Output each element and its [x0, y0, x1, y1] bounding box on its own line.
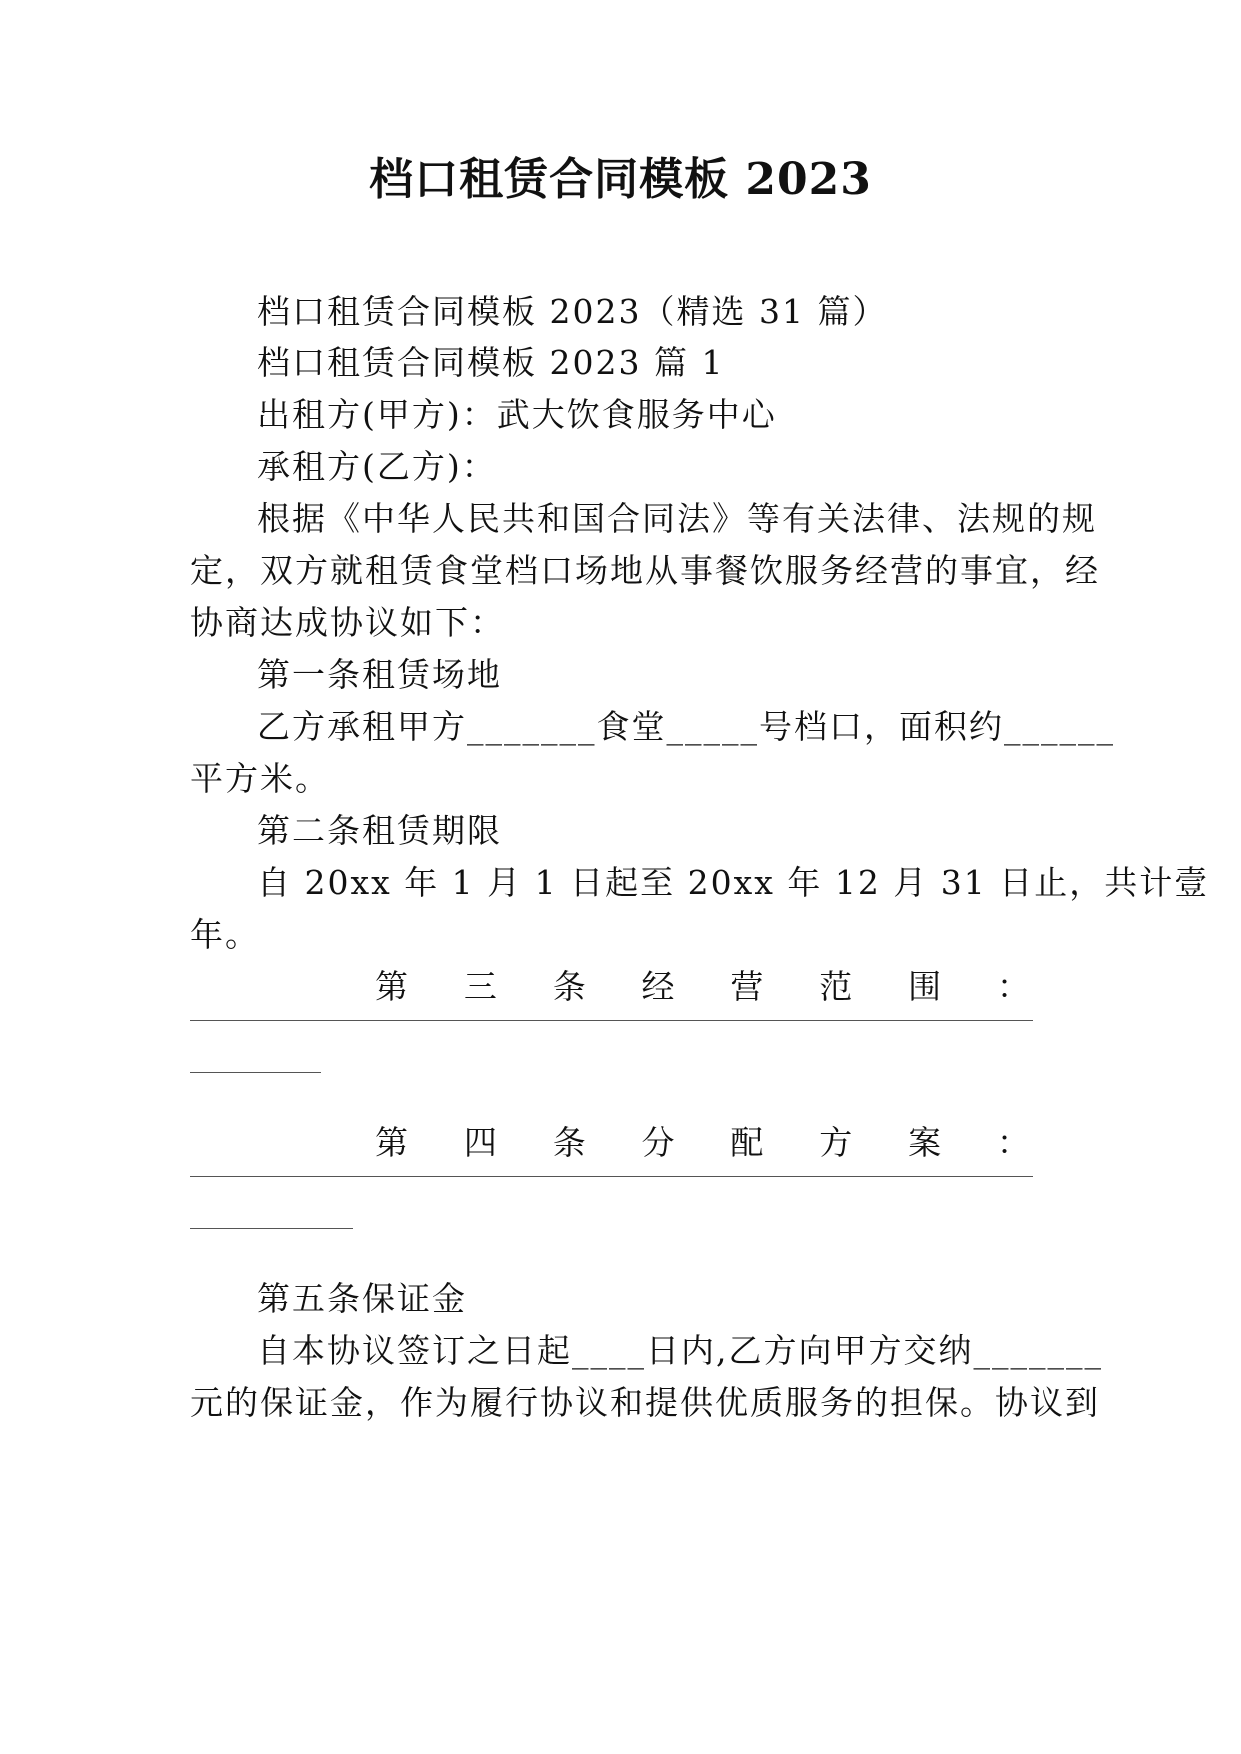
article-3-char: 围	[908, 967, 944, 1006]
preamble-line-2: 定，双方就租赁食堂档口场地从事餐饮服务经营的事宜，经	[190, 551, 1100, 590]
article-5-line-2: 元的保证金，作为履行协议和提供优质服务的担保。协议到	[190, 1383, 1100, 1422]
article-4-char: 分	[641, 1123, 677, 1162]
article-1-line-2: 平方米。	[190, 759, 330, 798]
article-2-line-2: 年。	[190, 915, 260, 954]
article-3-char: 营	[730, 967, 766, 1006]
article-4-char: 方	[819, 1123, 855, 1162]
article-3-char: 第	[375, 967, 410, 1006]
article-3-char: 经	[641, 967, 677, 1006]
article-3-char: ：	[996, 967, 1032, 1006]
lessor-line: 出租方(甲方)：武大饮食服务中心	[257, 395, 777, 434]
preamble-line-3: 协商达成协议如下：	[190, 603, 505, 642]
article-4-heading	[375, 1114, 1032, 1172]
blank-underline	[190, 1072, 321, 1073]
lessee-line: 承租方(乙方)：	[257, 447, 497, 486]
article-1-heading: 第一条租赁场地	[257, 655, 502, 694]
article-4-char: 第	[375, 1123, 410, 1162]
section-heading: 档口租赁合同模板 2023 篇 1	[257, 343, 725, 382]
article-4-char: ：	[996, 1123, 1032, 1162]
article-2-line-1: 自 20xx 年 1 月 1 日起至 20xx 年 12 月 31 日止，共计壹	[257, 863, 1210, 902]
article-1-line-1: 乙方承租甲方_______食堂_____号档口，面积约______	[257, 707, 1115, 746]
article-3-heading	[375, 958, 1032, 1016]
article-5-line-1: 自本协议签订之日起____日内,乙方向甲方交纳_______	[257, 1331, 1103, 1370]
article-4-char: 配	[730, 1123, 766, 1162]
article-3-char: 条	[552, 967, 588, 1006]
article-5-heading: 第五条保证金	[257, 1279, 467, 1318]
article-4-char: 四	[463, 1123, 499, 1162]
blank-underline	[190, 1176, 1033, 1177]
blank-underline	[190, 1020, 1033, 1021]
preamble-line-1: 根据《中华人民共和国合同法》等有关法律、法规的规	[257, 499, 1097, 538]
article-3-char: 范	[819, 967, 855, 1006]
subtitle-line: 档口租赁合同模板 2023（精选 31 篇）	[257, 292, 888, 331]
document-title: 档口租赁合同模板 2023	[369, 154, 872, 205]
article-4-char: 案	[908, 1123, 944, 1162]
article-4-char: 条	[552, 1123, 588, 1162]
article-2-heading: 第二条租赁期限	[257, 811, 502, 850]
article-3-char: 三	[463, 967, 499, 1006]
blank-underline	[190, 1228, 353, 1229]
